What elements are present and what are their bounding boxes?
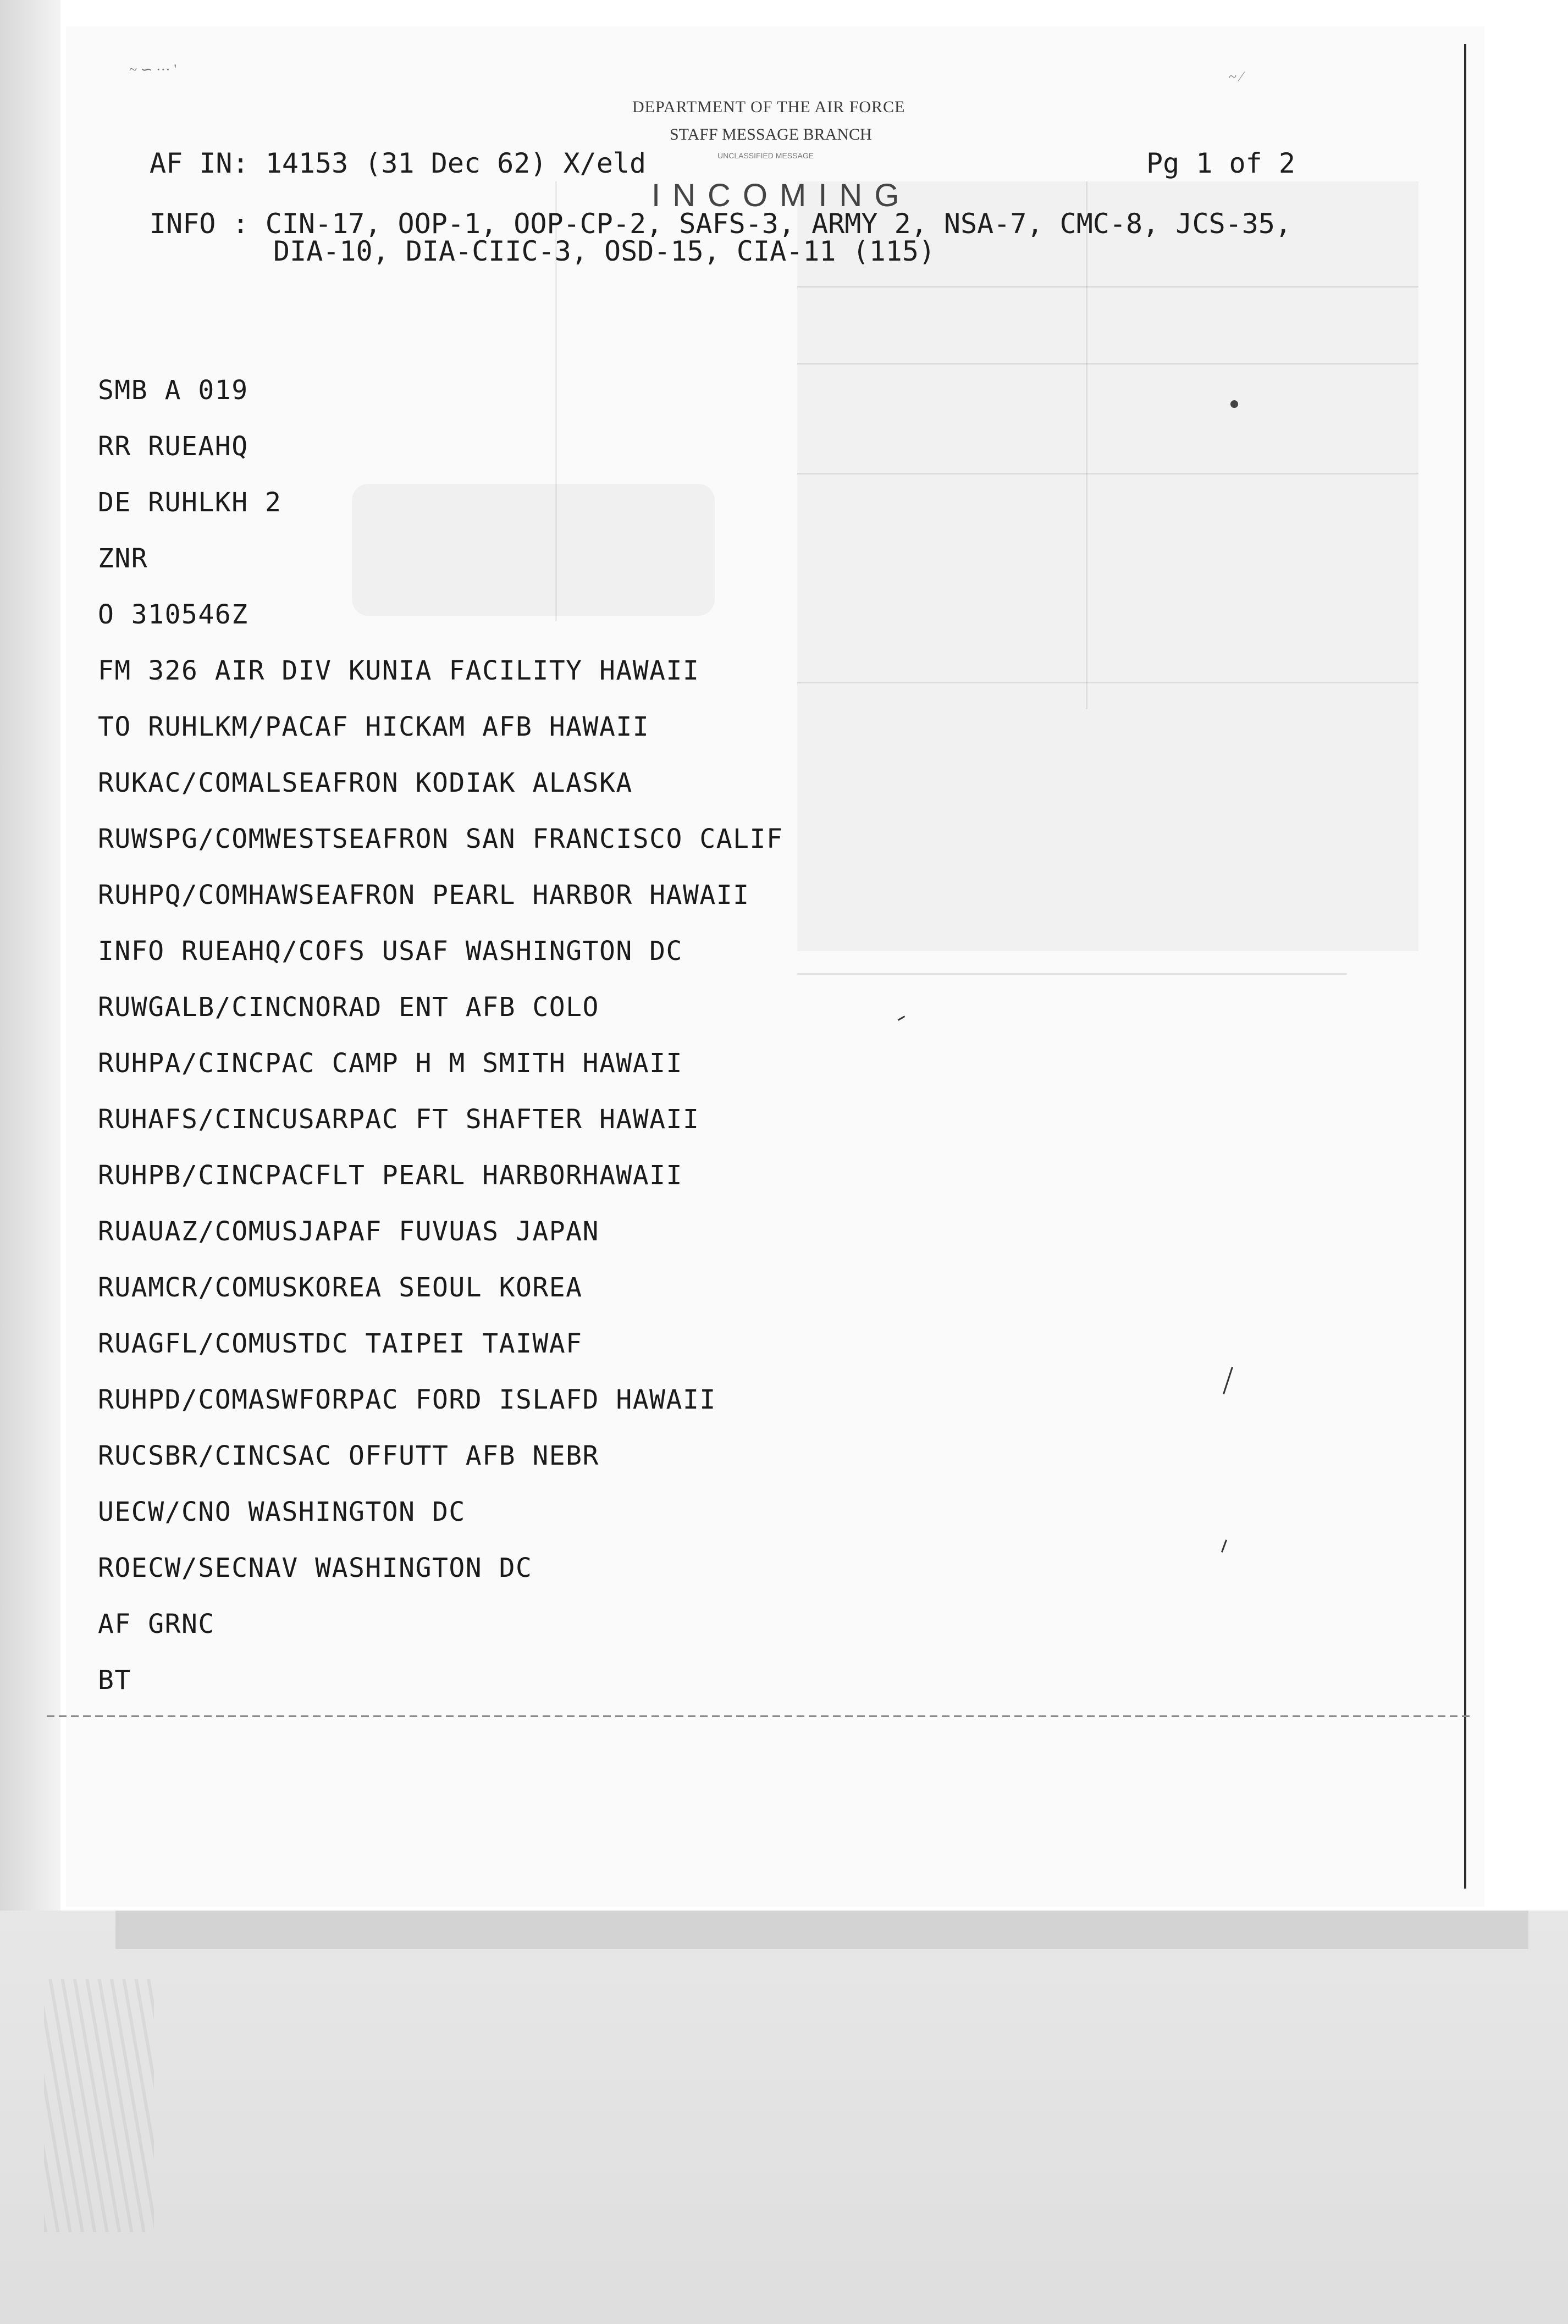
bleed-through-rule	[797, 473, 1418, 474]
bleed-through-rule	[797, 682, 1418, 683]
message-line: RUHAFS/CINCUSARPAC FT SHAFTER HAWAII	[98, 1104, 700, 1135]
message-line: INFO RUEAHQ/COFS USAF WASHINGTON DC	[98, 936, 683, 967]
message-line: RUCSBR/CINCSAC OFFUTT AFB NEBR	[98, 1440, 599, 1471]
message-line: RR RUEAHQ	[98, 431, 249, 462]
message-line: RUAUAZ/COMUSJAPAF FUVUAS JAPAN	[98, 1216, 599, 1247]
message-line: RUWSPG/COMWESTSEAFRON SAN FRANCISCO CALIF	[98, 824, 783, 854]
message-line: O 310546Z	[98, 599, 249, 630]
scan-lower-area	[0, 1911, 1568, 2324]
ink-speck	[1230, 400, 1238, 408]
bleed-through-rule	[797, 363, 1418, 365]
bleed-through-block	[797, 181, 1418, 951]
message-line: RUHPB/CINCPACFLT PEARL HARBORHAWAII	[98, 1160, 683, 1191]
bleed-through-rule	[797, 973, 1347, 975]
message-line: RUHPD/COMASWFORPAC FORD ISLAFD HAWAII	[98, 1384, 716, 1415]
info-distribution-line-2: DIA-10, DIA-CIIC-3, OSD-15, CIA-11 (115)	[273, 235, 936, 267]
page-right-rule	[1464, 44, 1466, 1889]
handwritten-mark: ~ ∽ ··· '	[129, 62, 177, 78]
message-line: RUAGFL/COMUSTDC TAIPEI TAIWAF	[98, 1328, 583, 1359]
message-line: SMB A 019	[98, 375, 249, 406]
incoming-stamp: INCOMING	[652, 178, 912, 213]
message-line: ROECW/SECNAV WASHINGTON DC	[98, 1553, 533, 1583]
message-line: RUHPA/CINCPAC CAMP H M SMITH HAWAII	[98, 1048, 683, 1079]
message-line: RUHPQ/COMHAWSEAFRON PEARL HARBOR HAWAII	[98, 880, 750, 910]
classification-stamp: UNCLASSIFIED MESSAGE	[717, 151, 814, 160]
bleed-through-column	[1086, 181, 1087, 709]
af-in-number: AF IN: 14153 (31 Dec 62) X/eld	[150, 147, 647, 179]
branch-stamp: STAFF MESSAGE BRANCH	[670, 125, 872, 143]
handwritten-mark: ~ ⁄	[1229, 69, 1243, 85]
page-shadow	[115, 1911, 1528, 1949]
message-line: TO RUHLKM/PACAF HICKAM AFB HAWAII	[98, 711, 650, 742]
message-line: AF GRNC	[98, 1609, 215, 1640]
message-line: BT	[98, 1665, 131, 1696]
message-line: RUAMCR/COMUSKOREA SEOUL KOREA	[98, 1272, 583, 1303]
message-line: DE RUHLKH 2	[98, 487, 282, 518]
message-line: RUWGALB/CINCNORAD ENT AFB COLO	[98, 992, 599, 1023]
scan-left-edge	[0, 0, 60, 1911]
message-line: UECW/CNO WASHINGTON DC	[98, 1497, 466, 1527]
message-line: ZNR	[98, 543, 148, 574]
page-number: Pg 1 of 2	[1146, 147, 1295, 179]
message-body	[98, 374, 783, 1720]
scan-smudge	[44, 1979, 154, 2232]
department-stamp: DEPARTMENT OF THE AIR FORCE	[632, 98, 906, 116]
message-line: RUKAC/COMALSEAFRON KODIAK ALASKA	[98, 768, 633, 798]
message-line: FM 326 AIR DIV KUNIA FACILITY HAWAII	[98, 655, 700, 686]
bleed-through-rule	[797, 286, 1418, 288]
info-distribution-line-1: INFO : CIN-17, OOP-1, OOP-CP-2, SAFS-3, ARMY 2, NSA-7, CMC-8, JCS-35,	[150, 208, 1292, 240]
